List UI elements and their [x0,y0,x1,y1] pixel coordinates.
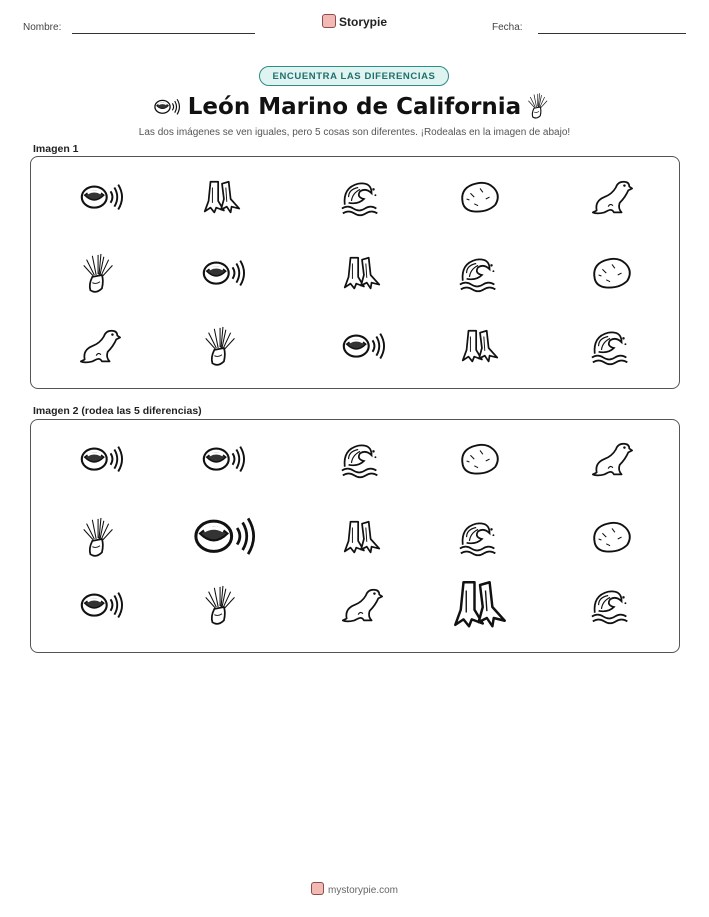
mouth-sound-icon [199,252,245,298]
storypie-logo-icon [311,882,324,895]
sea-lion-icon [589,176,635,222]
mouth-sound-icon [339,325,385,371]
flippers-icon [457,325,503,371]
storypie-logo-icon [322,14,336,28]
mouth-sound-icon [77,176,123,222]
rock-icon[interactable] [457,438,503,484]
activity-badge: ENCUENTRA LAS DIFERENCIAS [259,66,449,86]
image1-panel [30,156,680,389]
wave-icon[interactable] [457,516,503,562]
date-field[interactable] [538,33,686,34]
flippers-icon [339,252,385,298]
sea-lion-icon[interactable] [339,584,385,630]
flippers-icon[interactable] [339,516,385,562]
flippers-icon[interactable] [447,574,513,640]
footer-url[interactable]: mystorypie.com [327,885,398,896]
mouth-sound-icon[interactable] [199,438,245,484]
brand-name: Storypie [338,15,387,29]
sea-lion-icon [77,325,123,371]
mouth-sound-icon[interactable] [77,584,123,630]
sea-anemone-icon [77,252,123,298]
wave-icon [589,325,635,371]
wave-icon[interactable] [339,438,385,484]
page-title: León Marino de California [187,94,522,120]
name-label: Nombre: [23,22,62,33]
instructions: Las dos imágenes se ven iguales, pero 5 cosas son diferentes. ¡Rodealas en la imagen de abajo! [138,127,571,138]
sea-anemone-icon [524,92,554,122]
wave-icon[interactable] [589,584,635,630]
wave-icon [457,252,503,298]
sea-lion-icon[interactable] [589,438,635,484]
rock-icon[interactable] [589,516,635,562]
sea-anemone-icon[interactable] [199,584,245,630]
image1-label: Imagen 1 [33,143,79,155]
image2-panel[interactable] [30,419,680,653]
title-row [0,90,709,124]
wave-icon [339,176,385,222]
rock-icon [589,252,635,298]
date-label: Fecha: [492,22,523,33]
sea-anemone-icon[interactable] [77,516,123,562]
image2-label: Imagen 2 (rodea las 5 diferencias) [33,405,202,417]
brand-logo [0,14,709,29]
mouth-sound-icon[interactable] [77,438,123,484]
mouth-sound-icon[interactable] [189,506,255,572]
sea-anemone-icon [199,325,245,371]
name-field[interactable] [72,33,255,34]
flippers-icon [199,176,245,222]
rock-icon [457,176,503,222]
mouth-sound-icon [152,94,180,122]
footer [0,882,709,896]
